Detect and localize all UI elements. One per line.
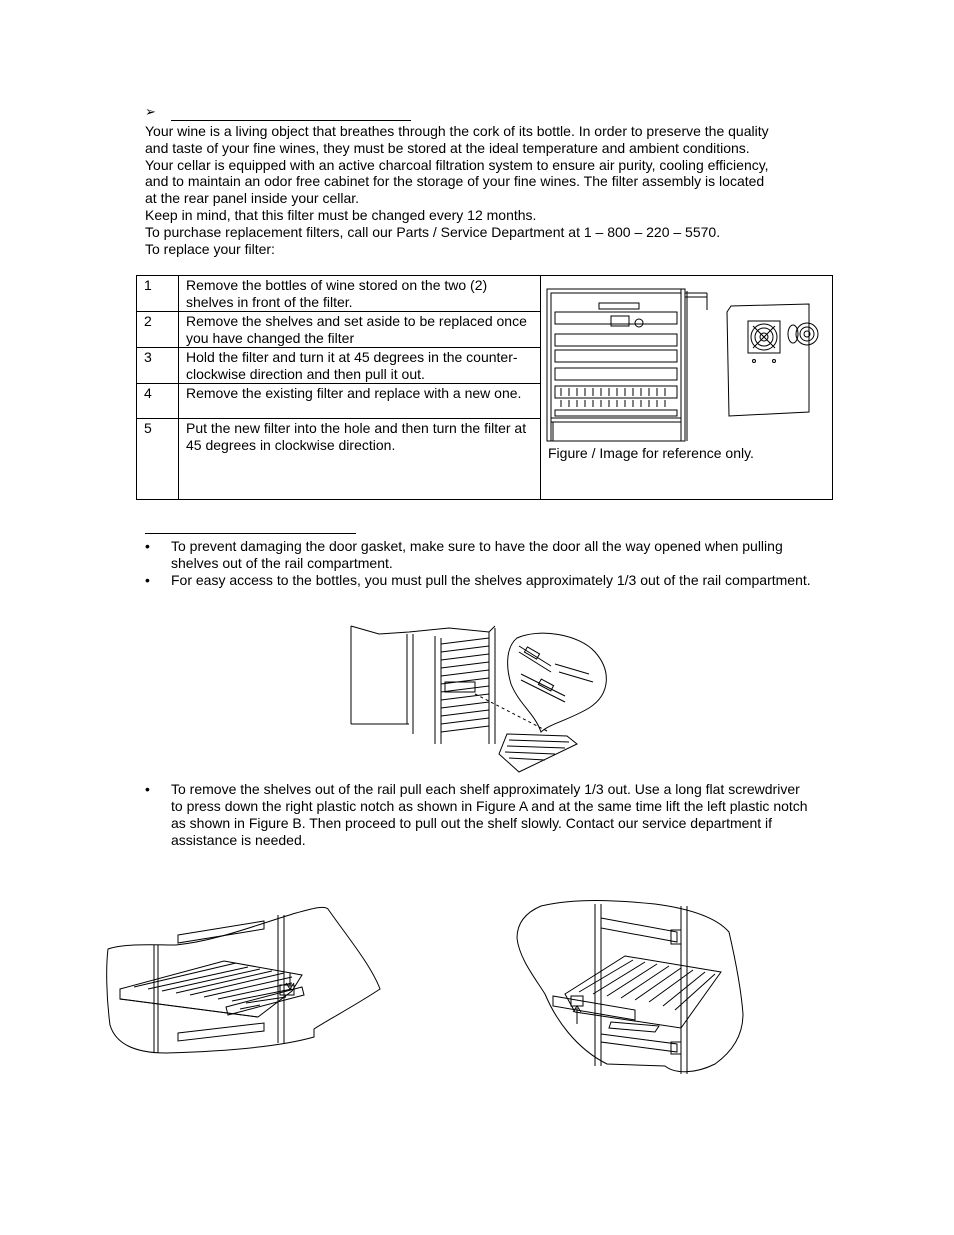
bullet-icon: •	[145, 781, 150, 797]
paragraph-line: Keep in mind, that this filter must be changed every 12 months.	[145, 206, 537, 223]
step-number: 3	[137, 348, 179, 384]
step-number: 4	[137, 384, 179, 419]
wine-cellar-filter-illustration	[541, 276, 835, 446]
step-text: Remove the bottles of wine stored on the two (2) shelves in front of the filter.	[179, 276, 541, 312]
table-row	[137, 276, 833, 312]
paragraph-line: To replace your filter:	[145, 240, 275, 257]
step-text: Remove the shelves and set aside to be replaced once you have changed the filter	[179, 312, 541, 348]
heading-arrow-icon: ➢	[145, 104, 156, 119]
shelf-pullout-illustration	[349, 624, 609, 774]
step-number: 5	[137, 419, 179, 500]
paragraph-line: Your cellar is equipped with an active charcoal filtration system to ensure air purity, cooling efficiency,	[145, 156, 769, 173]
paragraph-line: and to maintain an odor free cabinet for the storage of your fine wines. The filter assembly is located	[145, 173, 765, 190]
bullet-text: To prevent damaging the door gasket, make sure to have the door all the way opened when pulling shelves out of the rail compartment.	[171, 538, 783, 571]
bullet-text: For easy access to the bottles, you must pull the shelves approximately 1/3 out of the rail compartment.	[171, 572, 811, 588]
paragraph-line: Your wine is a living object that breathes through the cork of its bottle. In order to preserve the quality	[145, 123, 769, 139]
bullet-text: To remove the shelves out of the rail pull each shelf approximately 1/3 out. Use a long flat screwdriver to press down the right plastic notch as shown in Figure A and at the same time lift the left plastic notch as shown in Figure B. Then proceed to pull out the shelf slowly. Contact our service department if assistance is needed.	[171, 781, 808, 848]
filter-intro-paragraph	[145, 123, 815, 257]
list-item	[145, 781, 810, 849]
step-text: Remove the existing filter and replace with a new one.	[179, 384, 541, 419]
step-number: 2	[137, 312, 179, 348]
paragraph-line: and taste of your fine wines, they must be stored at the ideal temperature and ambient conditions.	[145, 139, 750, 156]
figure-b-left-notch-illustration	[515, 898, 747, 1076]
step-text: Put the new filter into the hole and then turn the filter at 45 degrees in clockwise direction.	[179, 419, 541, 500]
list-item	[145, 572, 815, 589]
filter-replacement-steps-table	[136, 275, 833, 500]
bullet-icon: •	[145, 538, 150, 554]
figure-a-right-notch-illustration	[106, 905, 386, 1055]
bullet-icon: •	[145, 572, 150, 588]
filter-figure-cell	[541, 276, 833, 500]
step-number: 1	[137, 276, 179, 312]
step-text: Hold the filter and turn it at 45 degrees in the counter-clockwise direction and then pull it out.	[179, 348, 541, 384]
list-item	[145, 538, 815, 572]
paragraph-line: at the rear panel inside your cellar.	[145, 190, 360, 207]
paragraph-line: To purchase replacement filters, call our Parts / Service Department at 1 – 800 – 220 – 5570.	[145, 223, 721, 240]
section-heading-underline	[171, 120, 411, 121]
figure-caption: Figure / Image for reference only.	[548, 445, 754, 461]
section-heading-underline	[145, 533, 356, 534]
